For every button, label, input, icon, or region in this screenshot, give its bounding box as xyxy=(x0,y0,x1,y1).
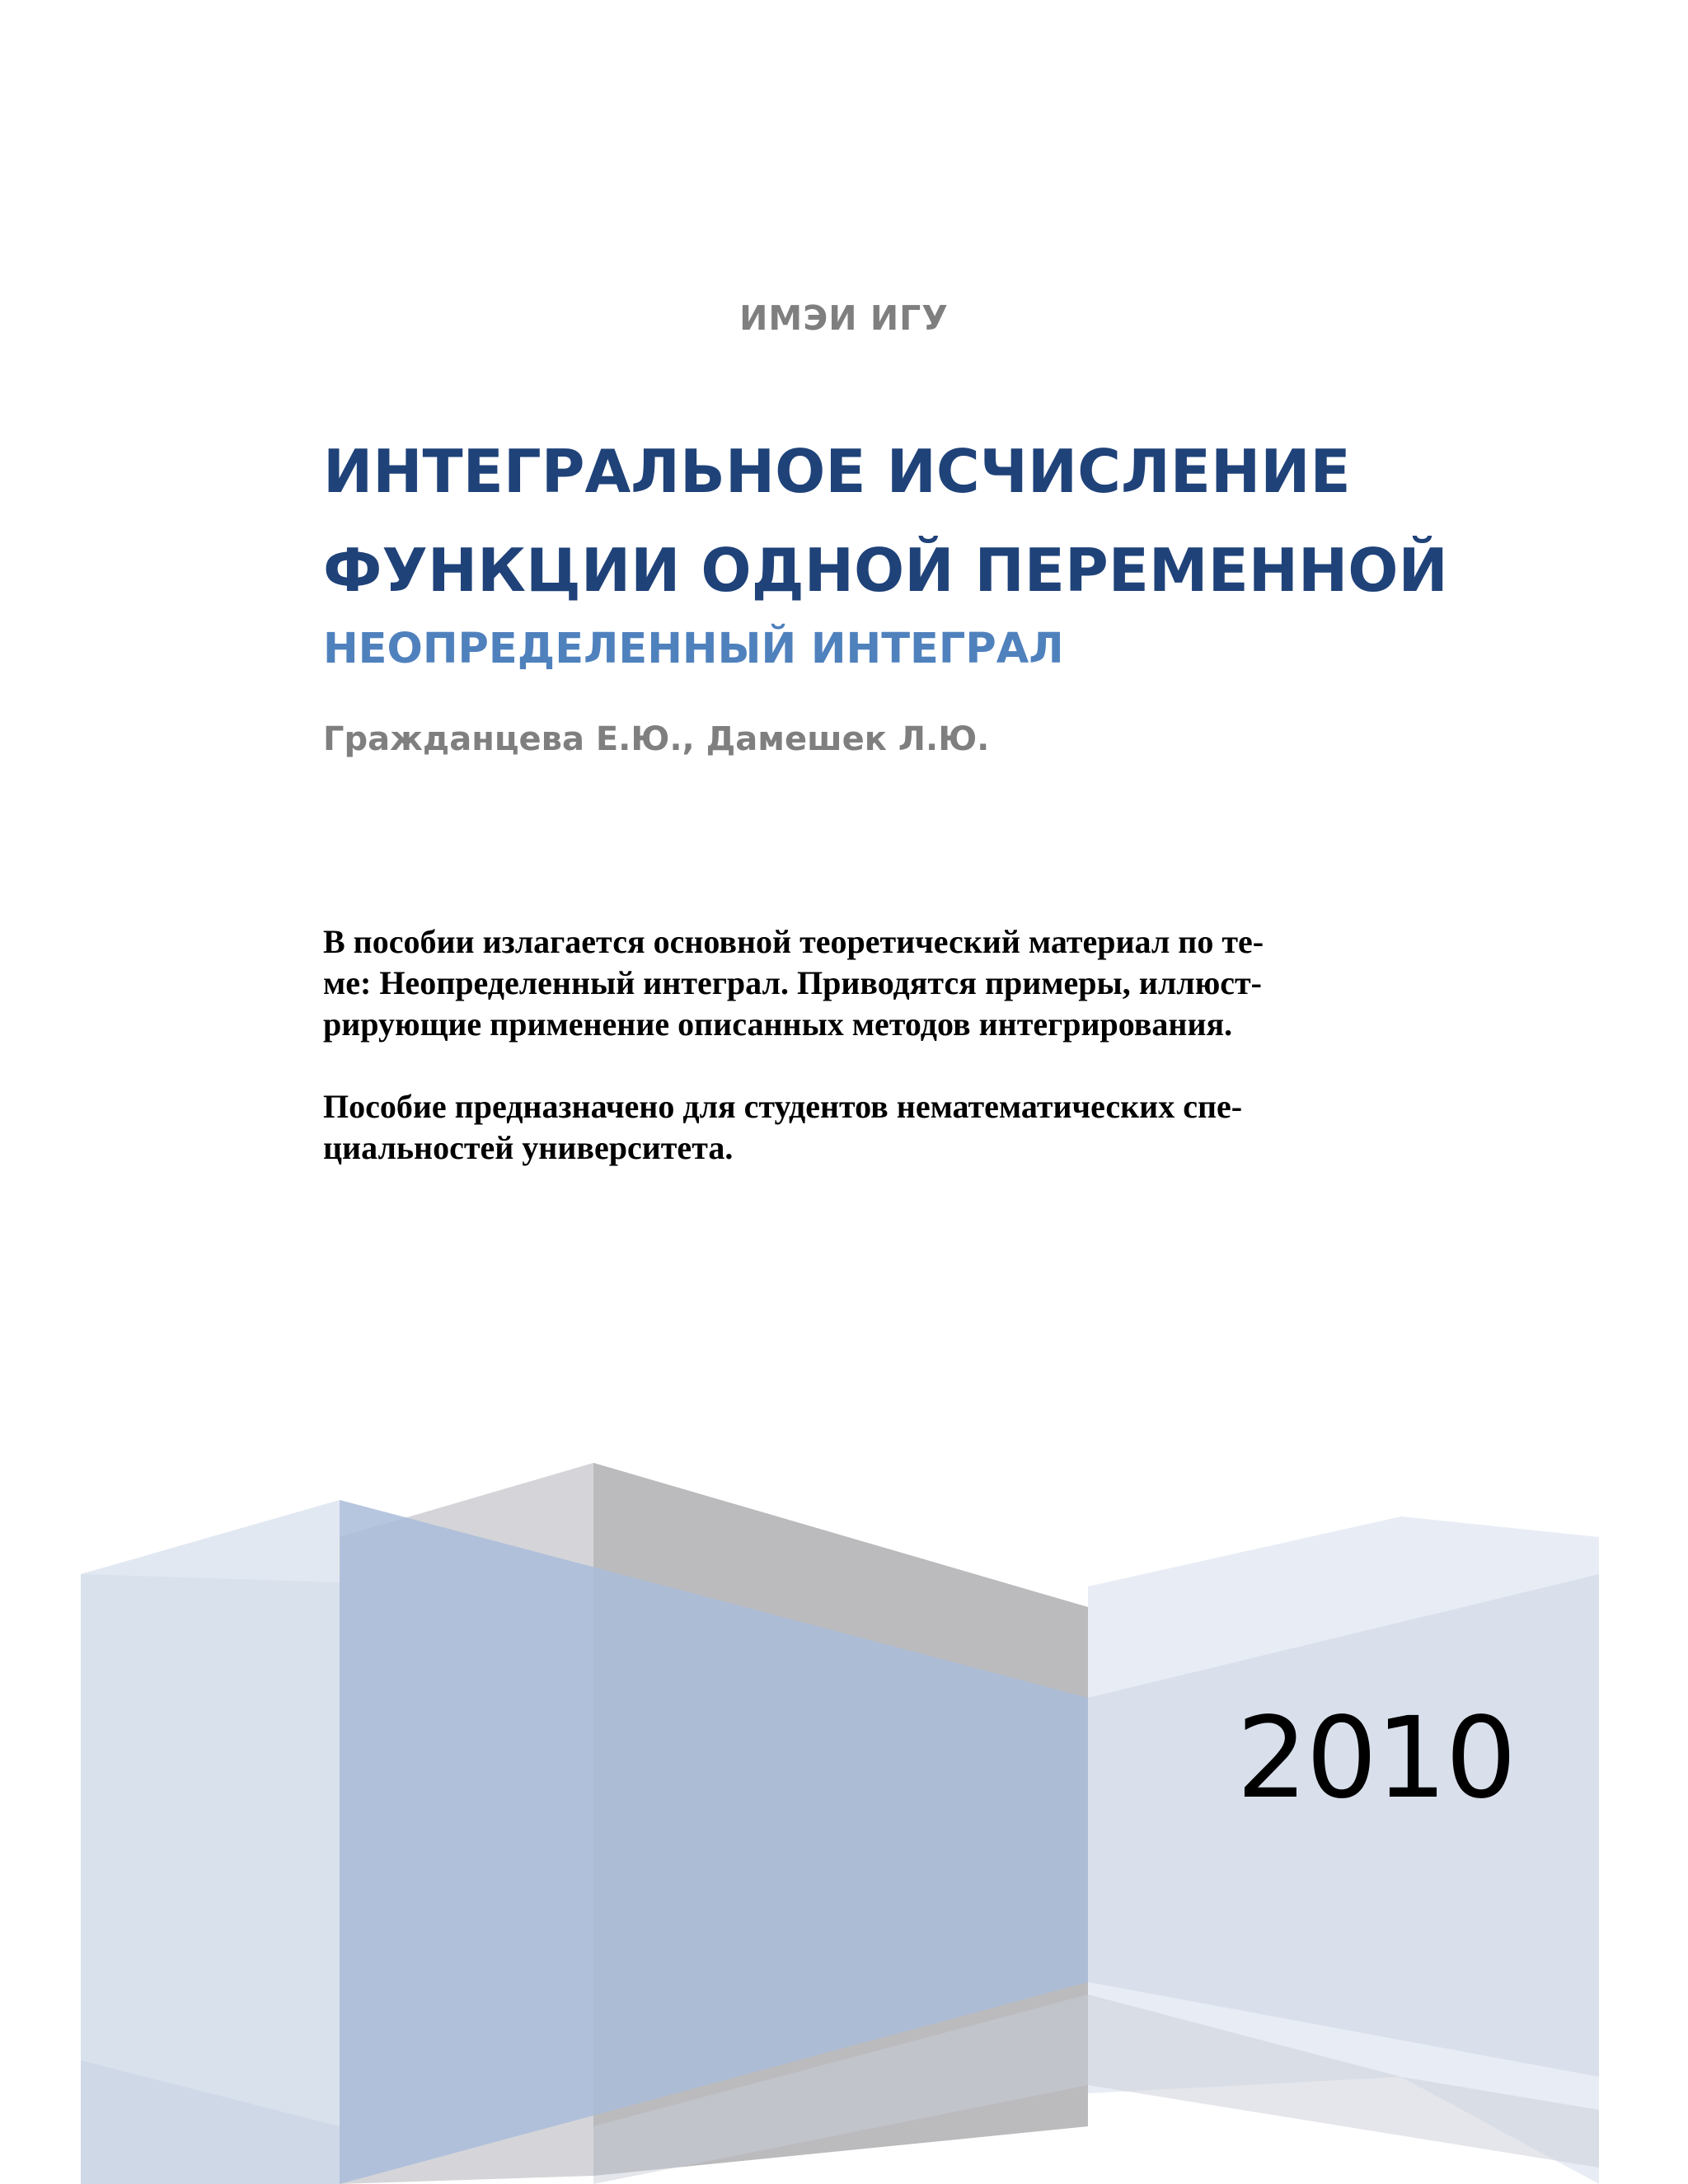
title-line-2: ФУНКЦИИ ОДНОЙ ПЕРЕМЕННОЙ xyxy=(323,536,1448,605)
abstract-line: ме: Неопределенный интеграл. Приводятся примеры, иллюст- xyxy=(323,964,1262,1001)
abstract-paragraph-2 xyxy=(323,1086,1370,1169)
authors: Гражданцева Е.Ю., Дамешек Л.Ю. xyxy=(323,720,990,758)
title-line-1: ИНТЕГРАЛЬНОЕ ИСЧИСЛЕНИЕ xyxy=(323,437,1351,506)
abstract-line: рирующие применение описанных методов интегрирования. xyxy=(323,1005,1233,1043)
abstract xyxy=(323,921,1370,1169)
publication-year: 2010 xyxy=(1236,1694,1516,1824)
abstract-paragraph-1 xyxy=(323,921,1370,1045)
abstract-line: Пособие предназначено для студентов нематематических спе- xyxy=(323,1088,1243,1125)
document-subtitle: НЕОПРЕДЕЛЕННЫЙ ИНТЕГРАЛ xyxy=(323,625,1064,673)
institution-name: ИМЭИ ИГУ xyxy=(739,298,949,338)
document-title xyxy=(323,422,1559,620)
abstract-line: циальностей университета. xyxy=(323,1129,734,1166)
abstract-line: В пособии излагается основной теоретический материал по те- xyxy=(323,923,1264,960)
